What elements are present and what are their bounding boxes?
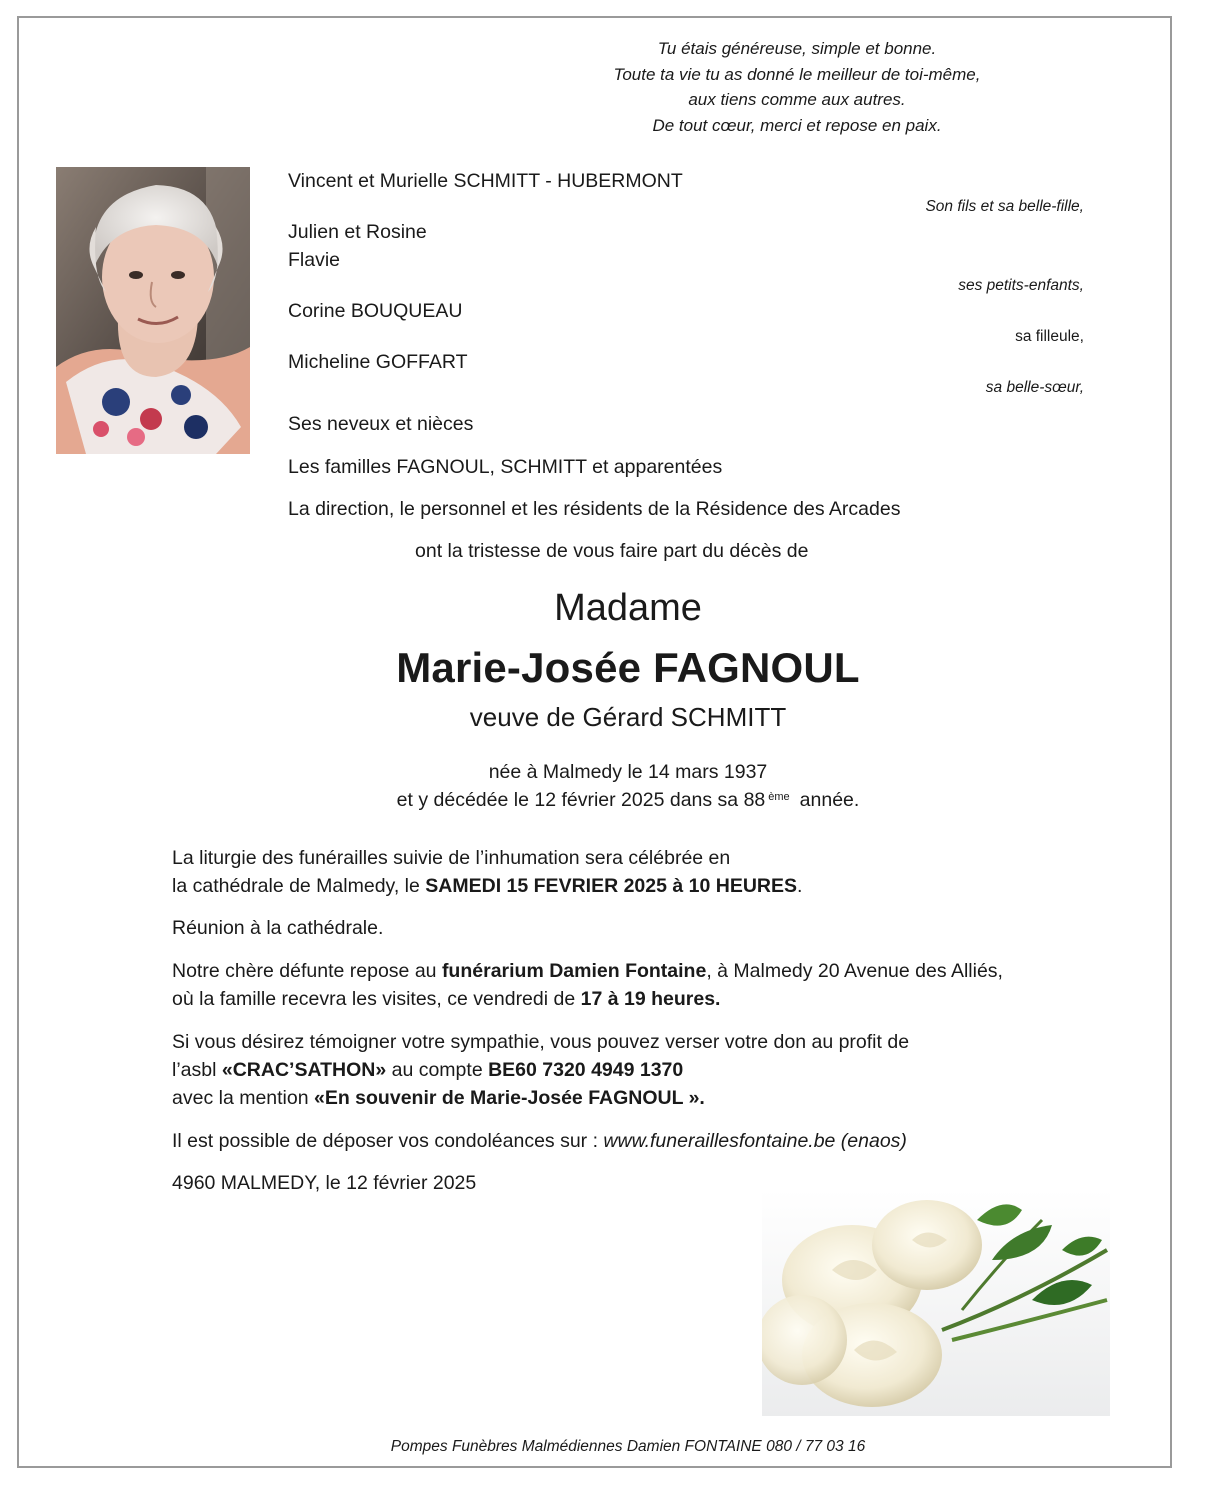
deceased-name: Marie-Josée FAGNOUL — [396, 644, 860, 691]
donation-line-1: Si vous désirez témoigner votre sympathie, vous pouvez verser votre don au profit de — [172, 1031, 910, 1053]
deceased-title: Madame — [554, 587, 702, 629]
poem-line-3: aux tiens comme aux autres. — [688, 90, 906, 109]
funeral-line-2-suffix: . — [797, 875, 803, 897]
deceased-widow: veuve de Gérard SCHMITT — [469, 702, 787, 732]
donation-line-2 — [172, 1056, 909, 1084]
family-grandchild-1: Julien et Rosine — [288, 221, 427, 243]
relation-grandchildren: ses petits-enfants, — [958, 277, 1084, 294]
family-residence: La direction, le personnel et les résidents de la Résidence des Arcades — [288, 498, 901, 520]
relation-goddaughter: sa filleule, — [1015, 328, 1084, 345]
death-suffix: année. — [799, 789, 860, 811]
funeral-date: SAMEDI 15 FEVRIER 2025 à 10 HEURES — [425, 875, 798, 897]
poem-line-4: De tout cœur, merci et repose en paix. — [652, 115, 942, 135]
birth-line: née à Malmedy le 14 mars 1937 — [488, 761, 768, 783]
poem — [540, 36, 1054, 138]
donation-line-3 — [172, 1084, 909, 1112]
family-son: Vincent et Murielle SCHMITT - HUBERMONT — [288, 170, 683, 192]
family-nephews: Ses neveux et nièces — [288, 413, 474, 435]
visitation-paragraph — [172, 957, 1003, 1013]
visitation-l1-prefix: Notre chère défunte repose au — [172, 960, 442, 982]
visitation-line-1 — [172, 957, 1003, 985]
visitation-hours: 17 à 19 heures. — [580, 988, 721, 1010]
donation-l2-mid: au compte — [386, 1059, 489, 1081]
donation-l2-prefix: l’asbl — [172, 1059, 222, 1081]
charity-name: «CRAC’SATHON» — [221, 1059, 387, 1081]
footer: Pompes Funèbres Malmédiennes Damien FONTAINE 080 / 77 03 16 — [390, 1438, 866, 1455]
portrait-photo — [56, 167, 250, 454]
family-goddaughter: Corine BOUQUEAU — [288, 300, 463, 322]
visitation-l1-suffix: , à Malmedy 20 Avenue des Alliés, — [706, 960, 1003, 982]
family-grandchild-2: Flavie — [288, 249, 341, 271]
portrait-illustration — [56, 167, 250, 454]
meeting-paragraph: Réunion à la cathédrale. — [172, 917, 384, 939]
white-roses-image — [762, 1190, 1110, 1416]
funerarium-name: funérarium Damien Fontaine — [441, 960, 707, 982]
place-date: 4960 MALMEDY, le 12 février 2025 — [172, 1172, 477, 1194]
poem-line-2: Toute ta vie tu as donné le meilleur de toi-même, — [613, 64, 981, 84]
relation-sister-in-law: sa belle-sœur, — [985, 379, 1084, 396]
roses-illustration — [762, 1190, 1110, 1416]
condolences-prefix: Il est possible de déposer vos condoléances sur : — [172, 1130, 604, 1152]
announcement: ont la tristesse de vous faire part du décès de — [415, 540, 809, 562]
donation-mention: «En souvenir de Marie-Josée FAGNOUL ». — [314, 1087, 705, 1109]
funeral-line-2-prefix: la cathédrale de Malmedy, le — [172, 875, 426, 897]
death-ordinal: ème — [768, 791, 790, 803]
visitation-l2-prefix: où la famille recevra les visites, ce vendredi de — [172, 988, 581, 1010]
family-families: Les familles FAGNOUL, SCHMITT et apparentées — [288, 456, 723, 478]
relation-son: Son fils et sa belle-fille, — [925, 198, 1084, 215]
donation-l3-prefix: avec la mention — [172, 1087, 314, 1109]
funeral-line-1: La liturgie des funérailles suivie de l’inhumation sera célébrée en — [172, 847, 731, 869]
condolences-link[interactable]: www.funeraillesfontaine.be (enaos) — [603, 1130, 907, 1152]
death-prefix: et y décédée le 12 février 2025 dans sa 88 — [396, 789, 766, 811]
poem-line-1: Tu étais généreuse, simple et bonne. — [657, 39, 937, 58]
condolences-paragraph — [172, 1127, 907, 1155]
funeral-line-2 — [172, 872, 802, 900]
visitation-line-2 — [172, 985, 1003, 1013]
donation-paragraph — [172, 1028, 909, 1112]
death-line — [0, 789, 1215, 812]
funeral-paragraph — [172, 844, 802, 900]
family-sister-in-law: Micheline GOFFART — [288, 351, 468, 373]
bank-account: BE60 7320 4949 1370 — [488, 1059, 684, 1081]
